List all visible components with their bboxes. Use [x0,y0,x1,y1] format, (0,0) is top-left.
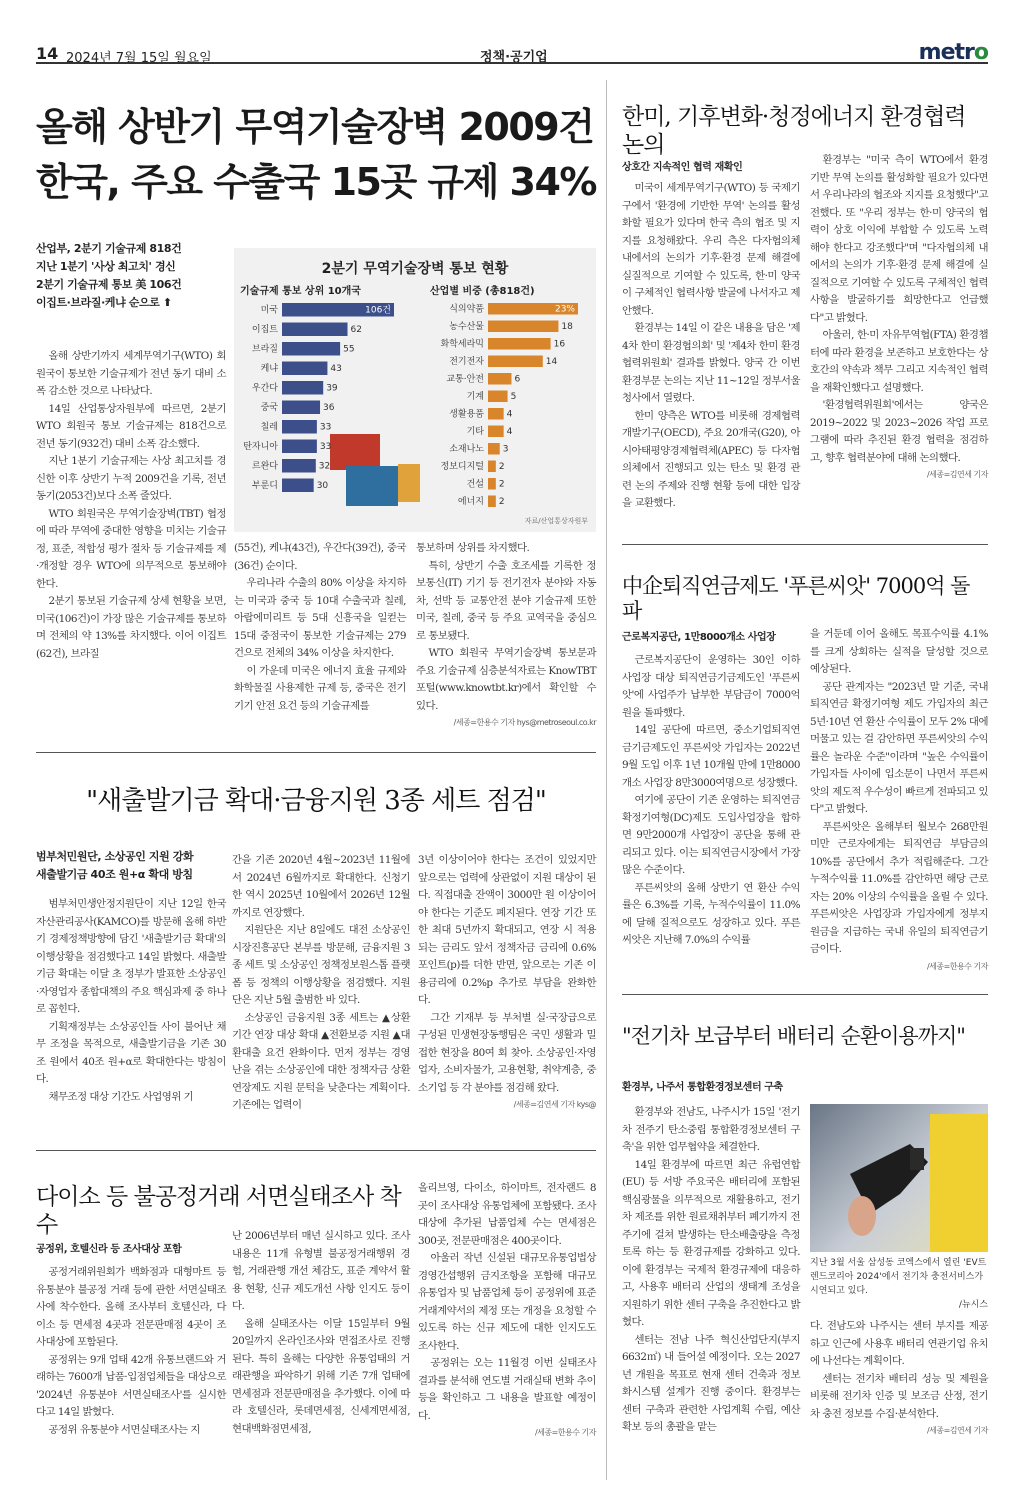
paragraph: 미국이 세계무역기구(WTO) 등 국제기구에서 '환경에 기반한 무역' 논의를 활성화할 필요가 있다며 한국 측의 협조 및 지지를 요청해왔다. 우리 측은 다자협의체 내에서의 논의가 기후·환경 문제 해결에 실질적으로 기여할 수 있도록, 한·미 양국이 구체적인 협력사항 발굴에 나서자고 제안했다. [622,182,800,317]
container-red [330,434,380,470]
charging-gun-head [910,1148,924,1170]
left-value-label: 36 [323,403,335,414]
art6-col1 [36,1264,226,1439]
paragraph: 우리나라 수출의 80% 이상을 차지하는 미국과 중국 등 10대 수출국과 칠레, 아랍에미리트 등 5대 신흥국을 일컫는 15대 중점국이 통보한 기술규제는 279건으로 전체의 34% 이상을 차지한다. [234,577,406,659]
art4-col2 [232,852,410,1115]
art6-sub: 공정위, 호텔신라 등 조사대상 포함 [36,1244,182,1255]
right-bar [488,373,511,385]
right-bar [488,496,496,508]
left-category-label: 르완다 [251,461,278,472]
paragraph: 특히, 상반기 수출 호조세를 기록한 정보통신(IT) 기기 등 전기전자 분야와 자동차, 선박 등 교통안전 분야 기술규제 또한 미국, 칠레, 중국 등 주요 교역국을 중심으로 통보됐다. [416,559,596,642]
header-rule [36,62,988,64]
paragraph: 올해 실태조사는 이달 15일부터 9월 20일까지 온라인조사와 면접조사로 진행된다. 특히 올해는 다양한 유통업태의 거래관행을 파악하기 위해 기존 7개 업태에 면세점과 전문판매점을 추가했다. 이에 따라 호텔신라, 롯데면세점, 신세계면세점, 현대백화점면세점, [232,1317,410,1435]
right-value-label: 23% [554,304,575,315]
paragraph: 범부처민생안정지원단이 지난 12일 한국자산관리공사(KAMCO)를 방문해 올해 하반기 경제정책방향에 담긴 '새출발기금 확대'의 이행상황을 점검했다고 14일 밝혔다. 새출발기금 확대는 이달 초 정부가 발표한 소상공인·자영업자 종합대책의 주요 핵심과제 중 하나로 꼽힌다. [36,898,226,1015]
left-bar [282,342,340,356]
chart-right-subtitle: 산업별 비중 (총818건) [430,286,535,297]
art1-title-line1: 올해 상반기 무역기술장벽 2009건 [36,105,594,149]
right-bar [488,338,551,350]
paragraph: 환경부는 14일 이 같은 내용을 담은 '제4차 한미 환경협의회' 및 '제4차 한미 환경협력위원회' 결과를 밝혔다. 양국 간 이번 환경부문 논의는 지난 11~12일 정부서울청사에서 열렸다. [622,322,800,404]
left-bar [282,420,317,434]
right-value-label: 5 [510,391,517,402]
divider [36,1150,596,1151]
paragraph: 환경부는 "미국 측이 WTO에서 환경 기반 무역 논의를 활성화할 필요가 있다면서 우리나라의 협조와 지지를 요청했다"고 전했다. 또 "우리 정부는 한·미 양국의 협력이 상호 이익에 부합할 수 있도록 노력해야 한다고 강조했다"며 "다자협의체 내에서의 논의가 기후·환경 문제 해결에 실질적으로 기여할 수 있도록 구체적인 협력사항을 발굴하기를 희망한다고 언급했다"고 밝혔다. [810,154,988,324]
right-value-label: 6 [514,374,521,385]
art4-title: "새출발기금 확대·금융지원 3종 세트 점검" [86,786,546,816]
art1-sub: 2분기 기술규제 통보 美 106건 [36,278,182,291]
right-value-label: 18 [561,321,573,332]
paragraph: 3년 이상이어야 한다는 조건이 있었지만 앞으로는 업력에 상관없이 지원 대상이 된다. 직접대출 잔액이 3000만 원 이상이어야 한다는 기준도 폐지된다. 연장 기간 또한 최대 5년까지 확대되고, 연장 시 적용되는 금리도 앞서 정책자금 금리에 0.6%포인트(p)를 더한 반면, 앞으로는 기존 이용금리에 0.2%p 추가로 부담을 완화한다. [418,854,596,1006]
paragraph: 푸른씨앗의 올해 상반기 연 환산 수익률은 6.3%를 기록, 누적수익률이 11.0%에 달해 질적으로도 성장하고 있다. 푸른씨앗은 지난해 7.0%의 수익률 [622,881,800,946]
art5-byline: /세종=김연세 기자 [926,1426,988,1435]
chart-title: 2분기 무역기술장벽 통보 현황 [321,261,509,277]
container-illustration [330,434,420,506]
paragraph: 공정위는 오는 11월경 이번 실태조사 결과를 분석해 연도별 거래실태 변화 추이 등을 확인하고 그 내용을 발표할 예정이다. [418,1357,596,1422]
right-bar [488,391,508,403]
left-value-label: 32 [318,461,331,472]
left-category-label: 부룬디 [251,481,278,492]
art1-title-line2: 한국, 주요 수출국 15곳 규제 34% [36,160,596,205]
art2-col2 [810,152,988,480]
left-bar [282,323,348,337]
caption-credit: /뉴시스 [958,1300,988,1310]
paragraph: 환경부와 전남도, 나주시가 15일 '전기차 전주기 탄소중립 통합환경정보센터 구축'을 위한 업무협약을 체결한다. [622,1106,800,1153]
chart-left-subtitle: 기술규제 통보 상위 10개국 [240,286,361,297]
art4-col1 [36,896,226,1106]
page-header [0,0,1024,68]
page-number: 14 [36,44,59,63]
left-bar [282,459,316,473]
right-category-label: 농수산물 [449,321,484,332]
left-category-label: 칠레 [260,422,278,433]
logo-o: o [973,40,988,65]
art3-byline: /세종=한용수 기자 [926,961,988,971]
right-value-label: 4 [506,426,513,437]
charger-station [930,1114,988,1252]
right-bar [488,408,504,420]
art1-subheads [36,240,226,312]
paragraph: 공정거래위원회가 백화점과 대형마트 등 유통분야 불공정 거래 등에 관한 서면실태조사에 착수한다. 올해 조사부터 호텔신라, 다이소 등 면세점 4곳과 전문판매점 4곳이 조사대상에 포함된다. [36,1266,226,1348]
paragraph: 이 가운데 미국은 에너지 효율 규제와 화학물질 사용제한 규제 등, 중국은 전기기기 안전 요건 등의 기술규제를 [234,664,406,712]
right-value-label: 4 [506,409,513,420]
right-value-label: 2 [498,461,505,472]
paragraph: 기획재정부는 소상공인들 사이 불어난 채무 조정을 목적으로, 새출발기금을 기존 30조 원에서 40조 원+α로 확대한다는 방침이다. [36,1020,226,1085]
art6-col3 [418,1180,596,1438]
paragraph: '환경협력위원회'에서는 양국은 2019~2022 및 2023~2026 작업 프로그램에 따라 추진된 환경 협력을 점검하고, 향후 협력분야에 대해 논의했다. [810,399,988,464]
paragraph: 다. 전남도와 나주시는 센터 부지를 제공하고 인근에 사용후 배터리 연관기업 유치에 나선다는 계획이다. [810,1320,988,1367]
left-bar [282,362,327,376]
left-value-label: 62 [350,325,362,336]
art2-col1 [622,180,800,513]
art6-col2 [232,1228,410,1438]
art6-byline: /세종=한용수 기자 [534,1428,596,1437]
right-bar [488,356,543,368]
art5-col1 [622,1104,800,1437]
right-bar [488,443,500,455]
right-value-label: 3 [502,444,509,455]
paragraph: 공정위는 9개 업태 42개 유통브랜드와 거래하는 7600개 납품·입점업체들을 대상으로 '2024년 유통분야 서면실태조사'를 실시한다고 14일 밝혔다. [36,1353,226,1418]
left-category-label: 중국 [260,403,278,414]
divider [36,752,596,753]
paragraph: 을 거둔데 이어 올해도 목표수익률 4.1%를 크게 상회하는 실적을 달성할 것으로 예상된다. [810,628,988,675]
art1-col1 [36,348,226,663]
paragraph: 공정위 유통분야 서면실태조사는 지 [48,1423,200,1436]
left-category-label: 이집트 [251,325,278,336]
art4-byline: /세종=김연세 기자 kys@ [513,1100,596,1109]
art5-title: "전기차 보급부터 배터리 순환이용까지" [622,1024,965,1048]
art2-title: 한미, 기후변화·청정에너지 환경협력 논의 [622,104,966,158]
art1-headline [36,100,596,210]
divider [622,994,988,995]
paragraph: 지난 1분기 기술규제는 사상 최고치를 경신한 이후 상반기 누적 2009건을 기록, 전년 동기(2053건)보다 소폭 줄었다. [36,455,226,502]
left-bar [282,479,314,493]
right-value-label: 2 [498,479,505,490]
left-value-label: 39 [326,383,338,394]
container-yellow [398,464,420,502]
paragraph: 근로복지공단이 운영하는 30인 이하 사업장 대상 퇴직연금기금제도인 '푸른씨앗'에 사업주가 납부한 부담금이 7000억원을 돌파했다. [622,654,800,719]
left-bar [282,440,317,454]
left-value-label: 30 [316,481,329,492]
left-value-label: 106건 [365,305,391,316]
paragraph: 통보하며 상위를 차지했다. [416,542,530,554]
art2-sub: 상호간 지속적인 협력 재확인 [622,162,743,173]
art3-title: 中企퇴직연금제도 '푸른씨앗' 7000억 돌파 [622,574,970,624]
paragraph: (55건), 케냐(43건), 우간다(39건), 중국(36건) 순이다. [234,542,406,572]
right-category-label: 식의약품 [449,304,484,315]
right-category-label: 소재나노 [449,444,484,455]
paragraph: 센터는 전기차 배터리 성능 및 제원을 비롯해 전기차 인증 및 보조금 산정, 전기차 충전 정보를 수집·분석한다. [810,1372,988,1420]
ev-charger-illustration [810,1104,988,1252]
paragraph: 센터는 전남 나주 혁신산업단지(부지 6632㎡) 내 들어설 예정이다. 오는 2027년 개원을 목표로 현재 센터 건축과 정보화시스템 설계가 진행 중이다. 환경부는 센터 구축과 관련한 사업계획 수립, 예산확보 등의 총괄을 맡는 [622,1333,800,1433]
left-category-label: 미국 [260,305,278,316]
art4-sub: 새출발기금 40조 원+α 확대 방침 [36,868,193,881]
right-category-label: 생활용품 [449,409,484,420]
left-category-label: 우간다 [251,383,278,394]
paragraph: 14일 공단에 따르면, 중소기업퇴직연금기금제도인 푸른씨앗 가입자는 2022년 9월 도입 이후 1년 10개월 만에 1만8000개소 사업장 8만3000여명으로 성장했다. [622,724,800,789]
left-value-label: 33 [319,422,332,433]
logo-text: metr [918,40,974,65]
paragraph: 아울러, 한·미 자유무역협(FTA) 환경챕터에 따라 환경을 보존하고 보호한다는 상호간의 약속과 책무 그리고 지속적인 협력을 재확인했다고 설명했다. [810,329,988,394]
paragraph: 2분기 통보된 기술규제 상세 현황을 보면, 미국(106건)이 가장 많은 기술규제를 통보하며 전체의 약 13%를 차지했다. 이어 이집트(62건), 브라질 [36,595,226,660]
art1-sub: 지난 1분기 '사상 최고치' 경신 [36,260,176,273]
paragraph: 올리브영, 다이소, 하이마트, 전자랜드 8곳이 조사대상 유통업체에 포함됐다. 조사대상에 추가된 납품업체 수는 면세점은 300곳, 전문판매점은 400곳이다. [418,1182,596,1247]
container-blue [346,466,398,506]
art4-sub: 범부처민원단, 소상공인 지원 강화 [36,850,194,863]
right-value-label: 16 [553,339,566,350]
right-category-label: 기계 [466,391,484,402]
column-divider [606,80,607,1480]
paragraph: 지원단은 지난 8일에도 대전 소상공인시장진흥공단 본부를 방문해, 금융지원 3종 세트 및 소상공인 정책정보원스톱 플랫폼 등 정책의 이행상황을 점검했다. 지원단은 지난 5월 출범한 바 있다. [232,924,410,1006]
right-bar [488,321,558,333]
left-bar [282,401,320,415]
left-category-label: 브라질 [251,344,278,355]
paragraph: 간을 기존 2020년 4월~2023년 11월에서 2024년 6월까지로 확대한다. 신청기한 역시 2025년 10월에서 2026년 12월까지로 연장했다. [232,854,410,919]
left-bar [282,381,323,395]
paragraph: 한미 양측은 WTO를 비롯해 경제협력개발기구(OECD), 주요 20개국(G20), 아시아태평양경제협력체(APEC) 등 다자협의체에서 진행되고 있는 탄소 및 환경 관련 논의 주제와 진행 현황 등에 대한 입장을 교환했다. [622,409,800,509]
paragraph: 14일 환경부에 따르면 최근 유럽연합(EU) 등 서방 주요국은 배터리에 포함된 핵심광물을 의무적으로 재활용하고, 전기차 제조를 위한 원료채취부터 폐기까지 전 주기에 걸쳐 발생하는 탄소배출량을 측정토록 하는 등 환경규제를 강화하고 있다. 이에 환경부는 국제적 환경규제에 대응하고, 사용후 배터리 산업의 생태계 조성을 지원하기 위한 센터 구축을 추진한다고 밝혔다. [622,1158,800,1328]
left-value-label: 43 [330,364,342,375]
art3-col1 [622,652,800,950]
paragraph: 아울러 작년 신설된 대규모유통업법상 경영간섭행위 금지조항을 포함해 대규모유통업자 및 납품업체 등이 공정위에 표준거래계약서의 제정 또는 개정을 요청할 수 있도록 하는 신규 제도에 대한 인지도도 조사한다. [418,1252,596,1352]
art6-title: 다이소 등 불공정거래 서면실태조사 착수 [36,1184,401,1238]
divider [622,544,988,545]
left-category-label: 케냐 [260,364,278,375]
paragraph: 공단 관계자는 "2023년 말 기준, 국내 퇴직연금 확정기여형 제도 가입자의 최근 5년·10년 연 환산 수익률이 모두 2% 대에 머물고 있는 걸 감안하면 푸른씨앗의 수익률은 놀라운 수준"이라며 "높은 수익률이 가입자들 사이에 입소문이 나면서 푸른씨앗의 제도적 우수성이 빠르게 전파되고 있다"고 밝혔다. [810,680,988,815]
paragraph: 14일 산업통상자원부에 따르면, 2분기 WTO 회원국 통보 기술규제는 818건으로 전년 동기(932건) 대비 소폭 감소했다. [36,402,226,450]
paragraph: 그간 기재부 등 부처별 실·국장급으로 구성된 민생현장동행팀은 국민 생활과 밀접한 현장을 80여 회 찾아. 소상공인·자영업자, 소비자물가, 고용현황, 취약계층, 중소기업 등 각 분야를 점검해 왔다. [418,1011,596,1094]
paragraph: 채무조정 대상 기간도 사업영위 기 [48,1090,194,1103]
left-category-label: 탄자니아 [243,442,278,453]
paragraph: WTO 회원국은 무역기술장벽(TBT) 협정에 따라 무역에 중대한 영향을 미치는 기술규정, 표준, 적합성 평가 절차 등 기술규제를 제·개정할 경우 WTO에 의무적으로 통보해야 한다. [36,507,226,590]
art5-col2 [810,1318,988,1436]
caption-text: 지난 3월 서울 삼성동 코엑스에서 열린 'EV트렌드코리아 2024'에서 전기차 충전서비스가 시연되고 있다. [810,1258,987,1296]
art3-sub: 근로복지공단, 1만8000개소 사업장 [622,632,776,643]
right-value-label: 14 [545,356,558,367]
left-value-label: 55 [343,344,355,355]
art1-sub: 산업부, 2분기 기술규제 818건 [36,242,182,255]
paragraph: 푸른씨앗은 올해부터 월보수 268만원 미만 근로자에게는 퇴직연금 부담금의 10%를 공단에서 추가 적립해준다. 그간 누적수익률 11.0%를 감안하면 해당 근로자는 20% 이상의 수익률을 올릴 수 있다. 푸른씨앗은 사업장과 가입자에게 정부지원금을 지급하는 국내 유일의 퇴직연금기금이다. [810,820,988,955]
right-category-label: 에너지 [457,496,484,507]
paragraph: WTO 회원국 무역기술장벽 통보문과 주요 기술규제 심층분석자료는 KnowTBT 포털(www.knowtbt.kr)에서 확인할 수 있다. [416,647,596,712]
right-category-label: 화학세라믹 [440,339,484,350]
paragraph: 소상공인 금융지원 3종 세트는 ▲상환기간 연장 대상 확대 ▲전환보증 지원 ▲대환대출 요건 완화이다. 먼저 정부는 경영난을 겪는 소상공인에 대한 정책자금 상환연장제도 지원 문턱을 낮춘다는 계획이다. 기존에는 업력이 [232,1011,410,1111]
left-value-label: 33 [319,442,332,453]
right-bar [488,426,504,438]
art3-col2 [810,626,988,972]
hand [848,1196,876,1236]
right-category-label: 건설 [466,479,484,490]
photo-caption [810,1256,988,1312]
right-category-label: 기타 [466,426,484,437]
paragraph: 올해 상반기까지 세계무역기구(WTO) 회원국이 통보한 기술규제가 전년 동기 대비 소폭 감소한 것으로 나타났다. [36,350,226,397]
right-category-label: 전기전자 [449,356,484,367]
art1-sub: 이집트·브라질·케냐 순으로 ⬆ [36,296,172,309]
art5-sub: 환경부, 나주서 통합환경정보센터 구축 [622,1082,783,1093]
right-bar [488,461,496,473]
art4-col3 [418,852,596,1110]
tbt-chart [234,248,596,532]
right-category-label: 정보디지털 [440,461,484,472]
chart-svg [234,296,596,522]
art2-byline: /세종=김연세 기자 [926,470,988,479]
section-name: 정책·공기업 [480,50,548,65]
right-value-label: 2 [498,496,505,507]
art1-col3 [416,540,596,728]
paragraph: 난 2006년부터 매년 실시하고 있다. 조사내용은 11개 유형별 불공정거래행위 경험, 거래관행 개선 체감도, 표준 계약서 활용 현황, 신규 제도개선 사항 인지도 등이다. [232,1230,410,1312]
ev-charger-photo [810,1104,988,1252]
right-category-label: 교통·안전 [446,374,484,385]
right-bar [488,478,496,490]
art1-byline: /세종=한용수 기자 hys@metroseoul.co.kr [453,718,596,727]
chart-source: 자료/산업통상자원부 [524,517,588,525]
paragraph: 여기에 공단이 기존 운영하는 퇴직연금확정기여형(DC)제도 도입사업장을 합하면 9만2000개 사업장이 공단을 통해 관리되고 있다. 이는 퇴직연금시장에서 가장 많은 수준이다. [622,794,800,876]
art1-col2 [234,540,406,715]
art4-subheads [36,848,226,884]
page-date: 2024년 7월 15일 월요일 [66,51,212,66]
